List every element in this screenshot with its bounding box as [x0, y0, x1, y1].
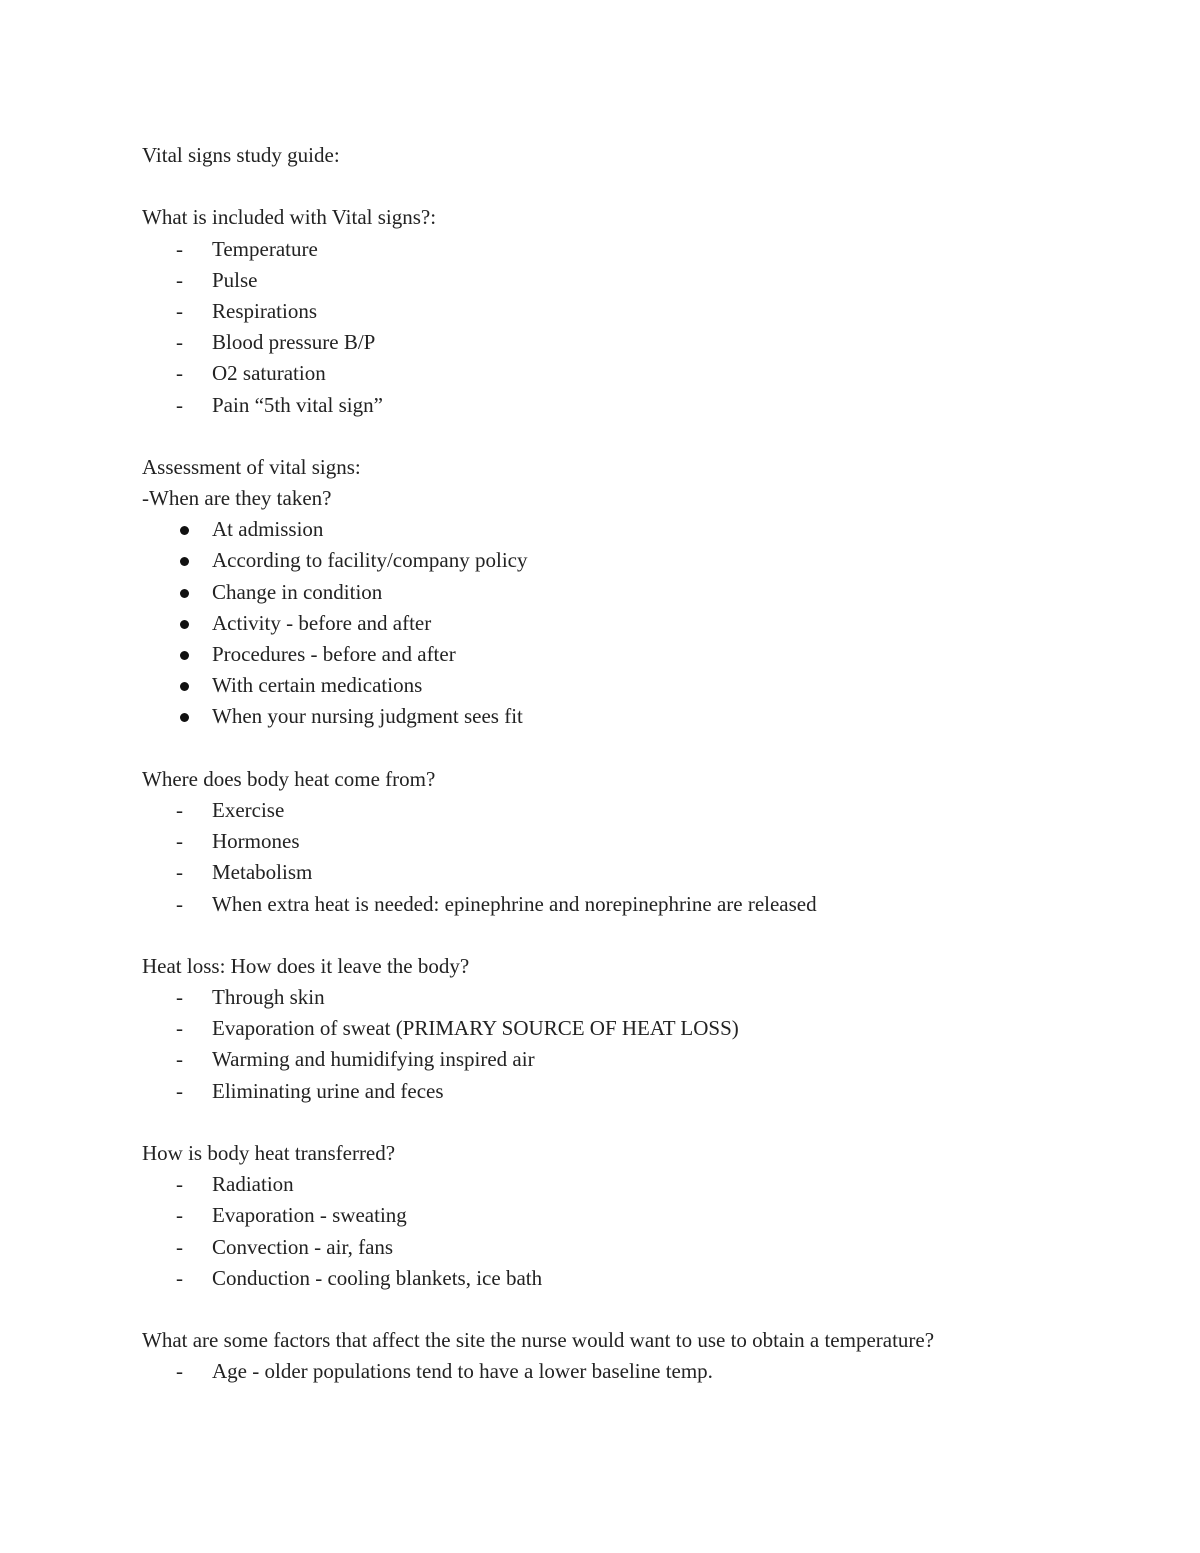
- list-item-text: Exercise: [212, 797, 285, 822]
- dash-marker: -: [176, 1047, 183, 1072]
- bullet-icon: [180, 589, 189, 598]
- list-item-text: Pulse: [212, 267, 258, 292]
- list-item-text: Age - older populations tend to have a lower baseline temp.: [212, 1359, 713, 1384]
- dash-marker: -: [176, 891, 183, 916]
- spacer: [142, 421, 1102, 452]
- list-item-text: Warming and humidifying inspired air: [212, 1047, 535, 1072]
- list-item: [142, 577, 1102, 608]
- dash-marker: -: [176, 298, 183, 323]
- section-subheading: -When are they taken?: [142, 486, 332, 511]
- dash-marker: -: [176, 1234, 183, 1259]
- list-item-text: According to facility/company policy: [212, 548, 528, 573]
- dash-marker: -: [176, 392, 183, 417]
- list-item-text: Eliminating urine and feces: [212, 1078, 444, 1103]
- dash-marker: -: [176, 1016, 183, 1041]
- bullet-icon: [180, 651, 189, 660]
- list-item: [142, 795, 1102, 826]
- list-item-text: Blood pressure B/P: [212, 330, 376, 355]
- list-item-text: Activity - before and after: [212, 610, 432, 635]
- dash-marker: -: [176, 1203, 183, 1228]
- dash-marker: -: [176, 1078, 183, 1103]
- list-item: [142, 514, 1102, 545]
- list-item-text: Conduction - cooling blankets, ice bath: [212, 1265, 543, 1290]
- dash-marker: -: [176, 797, 183, 822]
- list-item-text: Procedures - before and after: [212, 642, 456, 666]
- dash-marker: -: [176, 1359, 183, 1384]
- dash-marker: -: [176, 985, 183, 1010]
- spacer: [142, 920, 1102, 951]
- dash-marker: -: [176, 236, 183, 261]
- list-item: [142, 1076, 1102, 1107]
- list-item: [142, 358, 1102, 389]
- list-item-text: Change in condition: [212, 579, 383, 604]
- list-item-text: Radiation: [212, 1172, 294, 1197]
- list-item: [142, 982, 1102, 1013]
- list-item-text: At admission: [212, 517, 324, 542]
- dash-marker: -: [176, 860, 183, 885]
- section-heading: What are some factors that affect the site the nurse would want to use to obtain a temperature?: [142, 1328, 935, 1353]
- spacer: [142, 1107, 1102, 1138]
- section-heading: What is included with Vital signs?:: [142, 205, 437, 230]
- list-item: [142, 889, 1102, 920]
- list-item: [142, 1200, 1102, 1231]
- list-item: [142, 670, 1102, 701]
- list-item-text: With certain medications: [212, 673, 423, 698]
- dash-marker: -: [176, 829, 183, 854]
- bullet-icon: [180, 526, 189, 535]
- list-item-text: O2 saturation: [212, 361, 326, 386]
- dash-marker: -: [176, 1172, 183, 1197]
- bullet-icon: [180, 713, 189, 722]
- list-item: [142, 701, 1102, 732]
- list-item-text: When extra heat is needed: epinephrine and norepinephrine are released: [212, 891, 817, 916]
- list-item-text: When your nursing judgment sees fit: [212, 704, 523, 729]
- dash-marker: -: [176, 361, 183, 386]
- list-item-text: Through skin: [212, 985, 325, 1010]
- dash-marker: -: [176, 267, 183, 292]
- list-item-text: Temperature: [212, 236, 318, 261]
- list-item: [142, 265, 1102, 296]
- list-item: [142, 826, 1102, 857]
- list-item-text: Evaporation - sweating: [212, 1203, 407, 1228]
- bullet-icon: [180, 620, 189, 629]
- list-item: [142, 327, 1102, 358]
- list-item: [142, 1263, 1102, 1294]
- section-heading: How is body heat transferred?: [142, 1141, 396, 1165]
- dash-marker: -: [176, 1265, 183, 1290]
- list-item: [142, 857, 1102, 888]
- list-item: [142, 545, 1102, 576]
- list-item-text: Metabolism: [212, 860, 313, 885]
- spacer: [142, 171, 1102, 202]
- list-item-text: Convection - air, fans: [212, 1234, 394, 1259]
- list-item: [142, 1044, 1102, 1075]
- list-item: [142, 608, 1102, 639]
- list-item-text: Respirations: [212, 298, 317, 323]
- list-item-text: Pain “5th vital sign”: [212, 392, 383, 417]
- document-body: [142, 140, 1102, 1388]
- bullet-icon: [180, 557, 189, 566]
- section-heading: Assessment of vital signs:: [142, 454, 361, 479]
- list-item: [142, 639, 1102, 670]
- list-item: [142, 296, 1102, 327]
- list-item: [142, 1356, 1102, 1387]
- spacer: [142, 733, 1102, 764]
- bullet-icon: [180, 682, 189, 691]
- section-heading: Where does body heat come from?: [142, 766, 436, 791]
- section-heading: Heat loss: How does it leave the body?: [142, 953, 470, 978]
- list-item: [142, 1232, 1102, 1263]
- dash-marker: -: [176, 330, 183, 355]
- list-item-text: Hormones: [212, 829, 300, 854]
- document-title: Vital signs study guide:: [142, 143, 340, 167]
- list-item: [142, 1169, 1102, 1200]
- spacer: [142, 1294, 1102, 1325]
- list-item: [142, 1013, 1102, 1044]
- list-item: [142, 390, 1102, 421]
- list-item-text: Evaporation of sweat (PRIMARY SOURCE OF HEAT LOSS): [212, 1016, 739, 1041]
- list-item: [142, 234, 1102, 265]
